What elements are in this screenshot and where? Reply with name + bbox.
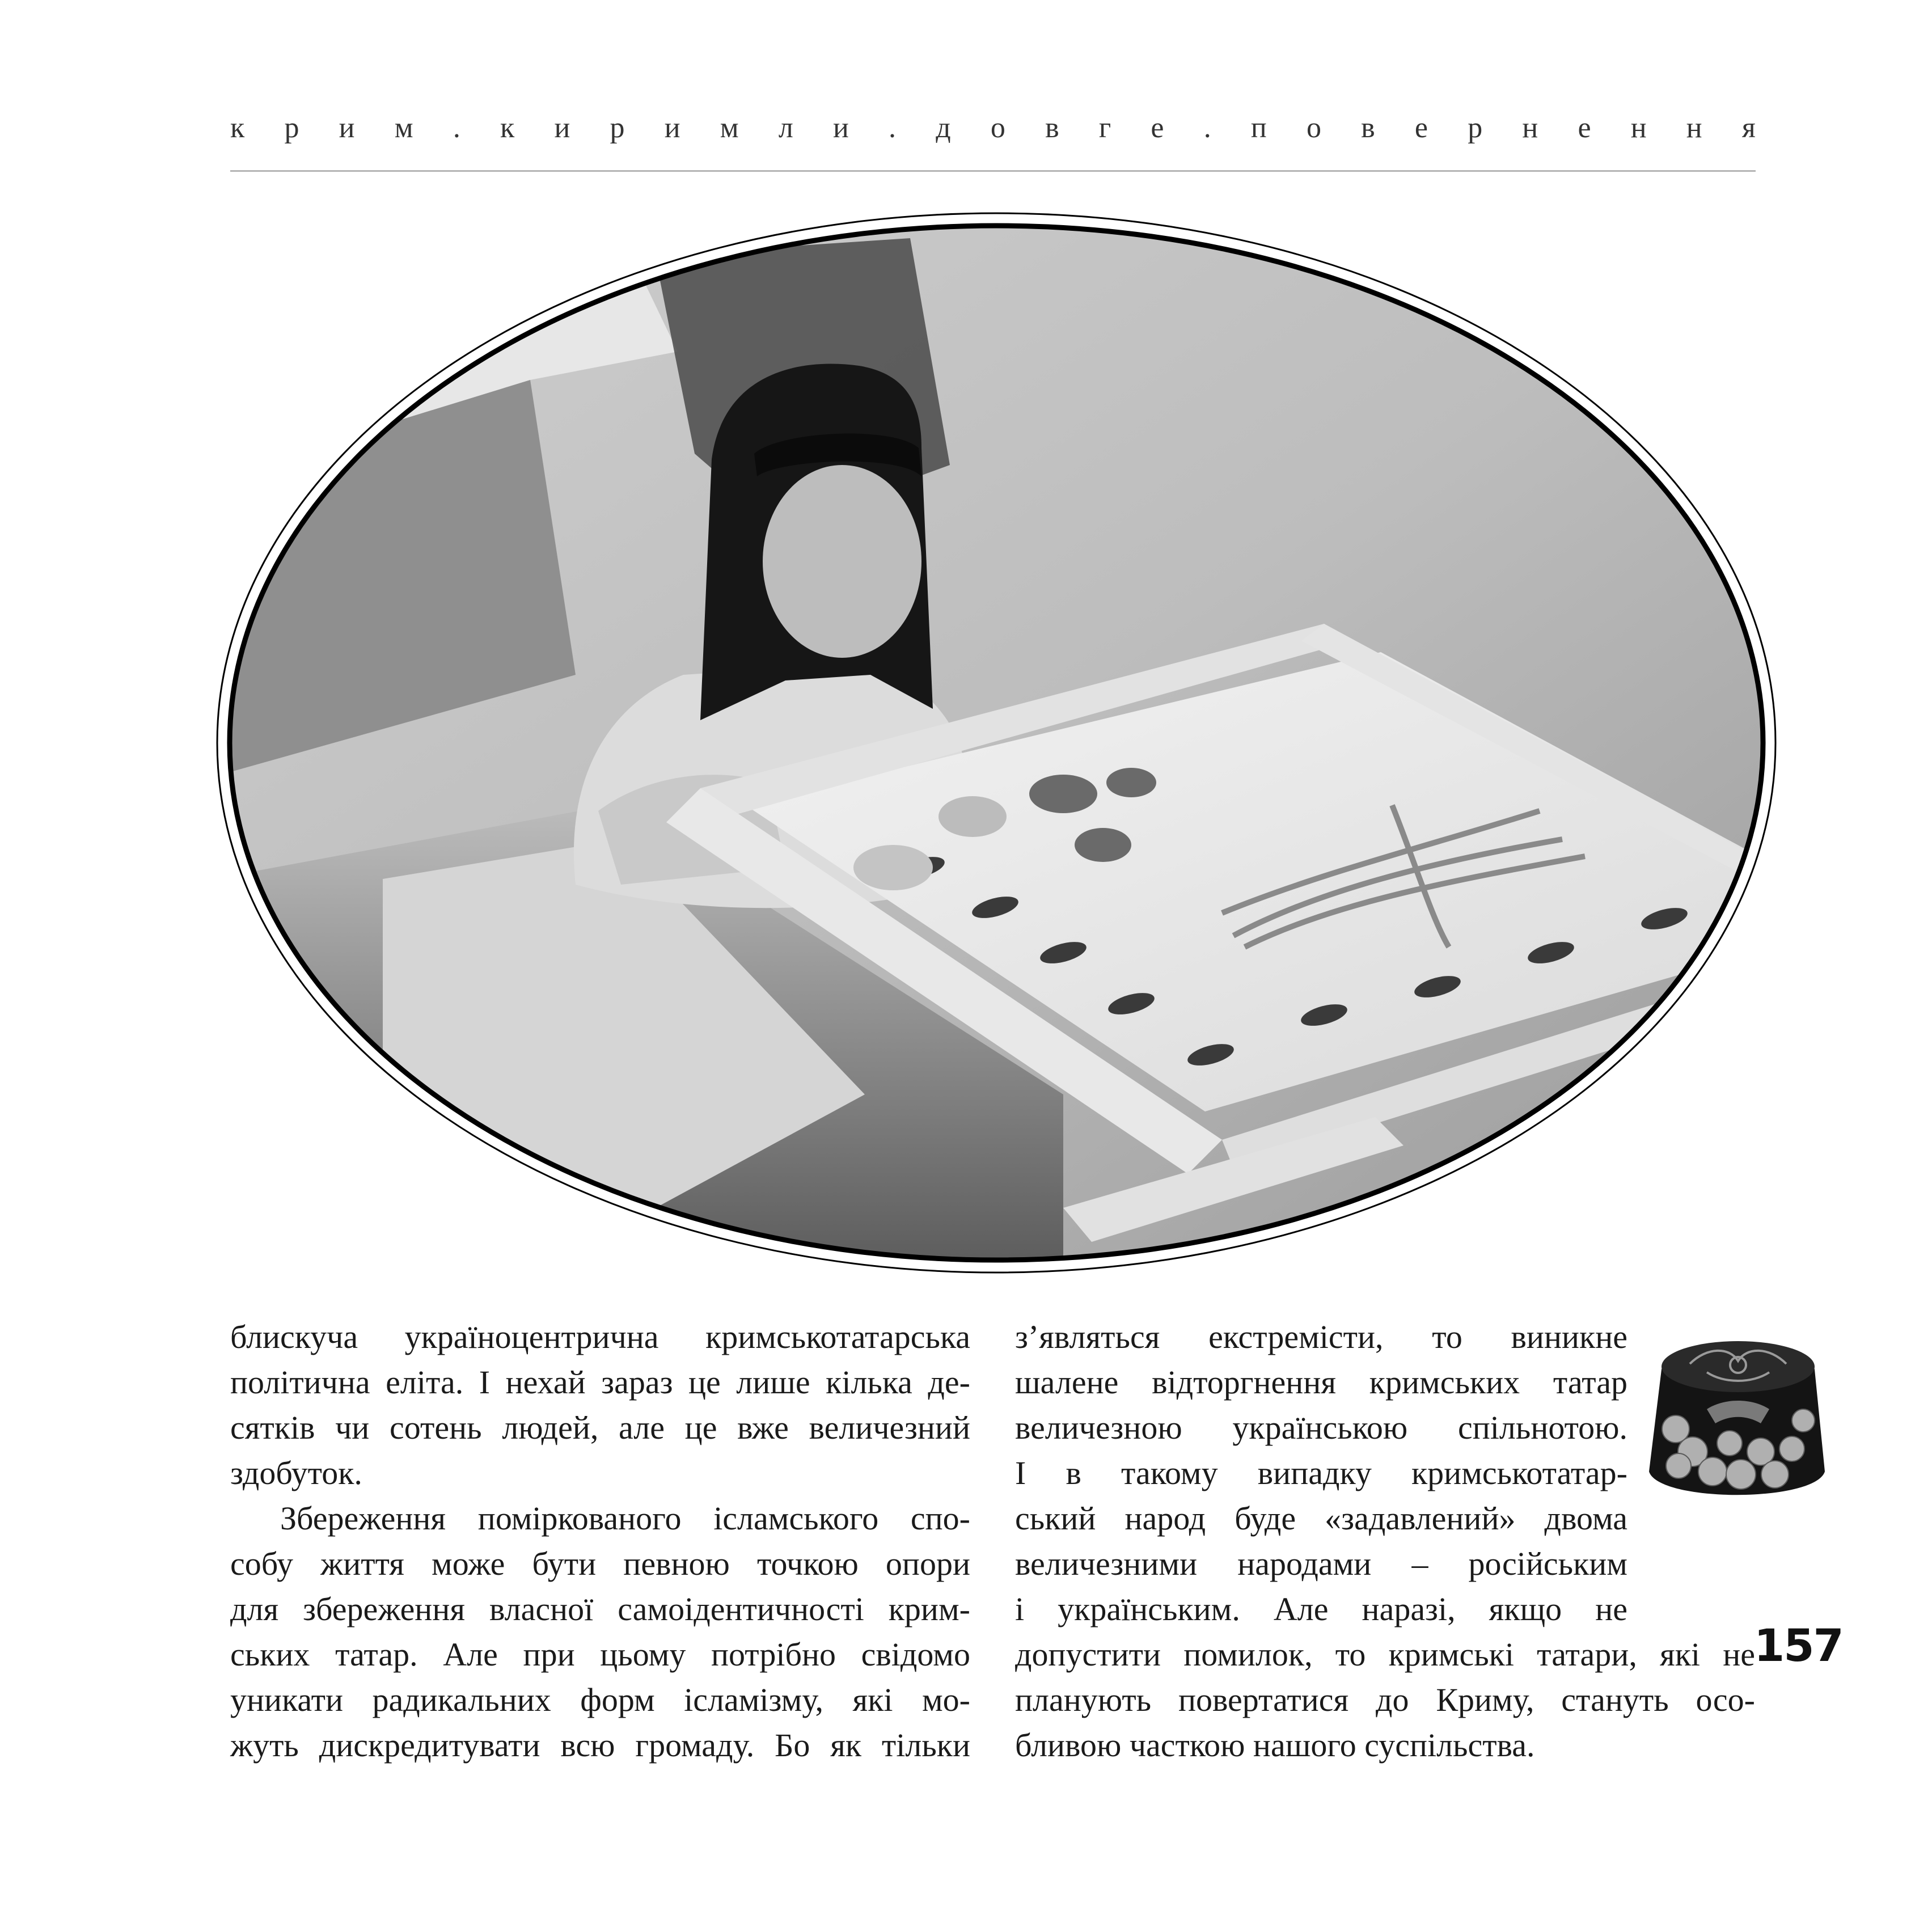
text-line: ський народ буде «задавлений» двома: [1015, 1500, 1627, 1537]
running-head-letter: и: [664, 112, 680, 144]
header-rule: [230, 170, 1756, 172]
text-line: уникати радикальних форм ісламізму, які мо-: [230, 1681, 970, 1718]
left-paragraph-1: [230, 1314, 970, 1496]
running-head-letter: в: [1361, 112, 1375, 144]
coin-cap-photo-icon: [1644, 1330, 1829, 1511]
text-line: сятків чи сотень людей, але це вже величезний: [230, 1409, 970, 1446]
text-line: І в такому випадку кримськотатар-: [1015, 1455, 1627, 1491]
side-photo: [1644, 1330, 1829, 1511]
text-line: величезними народами – російським: [1015, 1545, 1627, 1582]
running-head-letter: н: [1686, 112, 1702, 144]
text-line: бливою часткою нашого суспільства.: [1015, 1727, 1535, 1764]
running-head-letter: и: [339, 112, 355, 144]
left-column: [230, 1314, 970, 1768]
text-line: жуть дискредитувати всю громаду. Бо як тільки: [230, 1727, 970, 1764]
running-head-letter: р: [1468, 112, 1483, 144]
text-line: для збереження власної самоідентичності крим-: [230, 1591, 970, 1627]
text-line: з’являться екстремісти, то виникне: [1015, 1318, 1627, 1355]
running-head-letter: о: [990, 112, 1005, 144]
running-head-letter: и: [554, 112, 570, 144]
text-line: шалене відторгнення кримських татар: [1015, 1364, 1627, 1401]
text-line: величезною українською спільнотою.: [1015, 1409, 1627, 1446]
text-line: планують повертатися до Криму, стануть осо-: [1015, 1681, 1755, 1718]
running-head-letter: в: [1045, 112, 1059, 144]
running-head-letter: я: [1741, 112, 1756, 144]
running-head-letter: к: [500, 112, 515, 144]
running-head-letter: н: [1522, 112, 1538, 144]
running-head-letter: о: [1306, 112, 1321, 144]
text-line: здобуток.: [230, 1455, 362, 1491]
running-head-letter: и: [833, 112, 849, 144]
running-head-letter: л: [778, 112, 793, 144]
running-head-letter: м: [720, 112, 739, 144]
running-head-letter: н: [1630, 112, 1647, 144]
running-head: [230, 111, 1756, 145]
running-head-letter: .: [453, 112, 460, 144]
running-head-letter: п: [1250, 112, 1267, 144]
running-head-letter: г: [1098, 112, 1111, 144]
text-line: собу життя може бути певною точкою опори: [230, 1545, 970, 1582]
running-head-letter: р: [610, 112, 625, 144]
running-head-letter: к: [230, 112, 245, 144]
page-number: 157: [1754, 1621, 1843, 1672]
text-line: політична еліта. І нехай зараз це лише кілька де-: [230, 1364, 970, 1401]
running-head-letter: .: [1203, 112, 1211, 144]
running-head-letter: .: [889, 112, 897, 144]
text-line: блискуча україноцентрична кримськотатарська: [230, 1318, 970, 1355]
main-photo: [213, 210, 1781, 1276]
running-head-letter: р: [284, 112, 299, 144]
text-line: і українським. Але наразі, якщо не: [1015, 1591, 1627, 1627]
text-line: допустити помилок, то кримські татари, які не: [1015, 1636, 1755, 1673]
text-line: ських татар. Але при цьому потрібно свідомо: [230, 1636, 970, 1673]
running-head-letter: д: [936, 112, 951, 144]
left-paragraph-2: [230, 1496, 970, 1768]
running-head-letter: м: [394, 112, 413, 144]
running-head-letter: е: [1578, 112, 1591, 144]
running-head-letter: е: [1151, 112, 1164, 144]
running-head-letter: е: [1414, 112, 1428, 144]
text-line: Збереження поміркованого ісламського спо-: [280, 1500, 970, 1537]
embroidery-photo-icon: [213, 210, 1781, 1276]
